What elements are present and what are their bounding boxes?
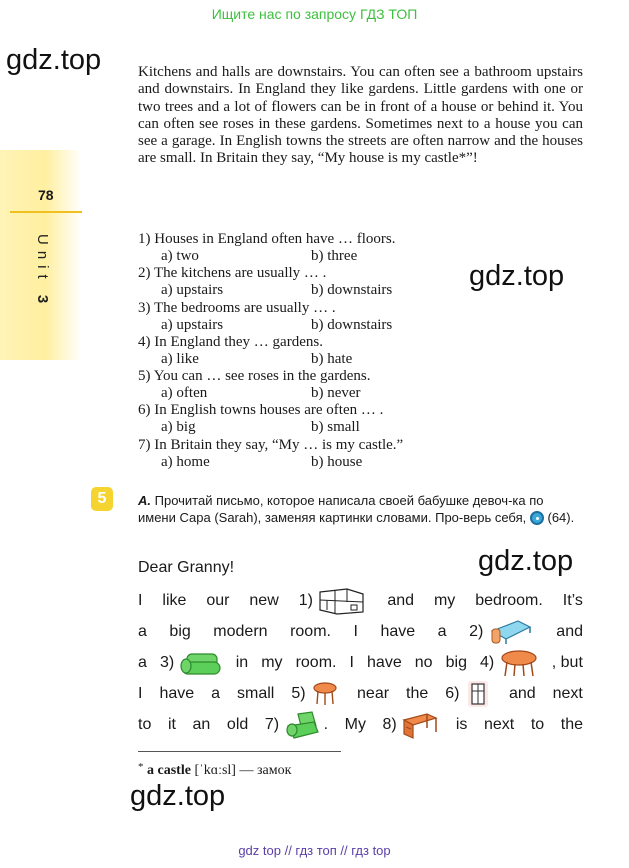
letter-word: 6): [445, 679, 492, 709]
footnote-divider: [138, 751, 341, 752]
question-4-option-a: a) like: [161, 351, 199, 367]
letter-word: have: [159, 685, 195, 702]
watermark-mid-right: gdz.top: [469, 260, 565, 292]
letter-word: It’s: [562, 592, 583, 609]
letter-word: big: [445, 654, 467, 671]
audio-disc-icon[interactable]: [530, 511, 544, 525]
footnote-star: *: [138, 761, 144, 773]
letter-word: have: [367, 654, 402, 671]
letter-word: , but: [551, 654, 583, 671]
round-table-icon: [499, 648, 539, 678]
letter-word: my: [261, 654, 283, 671]
bed-icon: [488, 617, 534, 647]
desk-icon: [401, 710, 439, 740]
sofa-icon: [179, 648, 223, 678]
footnote-term: a castle: [147, 763, 191, 778]
exercise-number-badge: 5: [91, 487, 113, 511]
letter-word: it: [167, 716, 176, 733]
letter-word: a: [437, 623, 447, 640]
question-5-option-b: b) never: [311, 385, 361, 401]
question-4-option-b: b) hate: [311, 351, 353, 367]
letter-word: bedroom.: [475, 592, 543, 609]
letter-word: near: [357, 685, 390, 702]
letter-word: room.: [295, 654, 337, 671]
question-1: 1) Houses in England often have … floors.: [138, 231, 396, 247]
letter-word: old: [226, 716, 249, 733]
question-3-option-b: b) downstairs: [311, 317, 393, 333]
letter-word: a: [211, 685, 221, 702]
question-2-option-b: b) downstairs: [311, 282, 393, 298]
footnote-translation: замок: [256, 763, 292, 778]
question-5-option-a: a) often: [161, 385, 208, 401]
letter-greeting: Dear Granny!: [138, 559, 235, 576]
letter-word: 3): [160, 648, 223, 678]
letter-word: an: [192, 716, 211, 733]
question-2-option-a: a) upstairs: [161, 282, 224, 298]
task-letter: A.: [138, 493, 151, 508]
footnote-transcription: [ˈkɑːsl]: [194, 763, 236, 778]
letter-word: 1): [299, 586, 368, 616]
watermark-lower-right: gdz.top: [478, 545, 574, 577]
letter-word: room.: [290, 623, 331, 640]
letter-word: like: [162, 592, 187, 609]
question-7-option-b: b) house: [311, 454, 363, 470]
letter-word: and: [556, 623, 583, 640]
letter-word: I: [138, 685, 143, 702]
unit-label: [34, 234, 51, 309]
footnote: [138, 761, 291, 779]
letter-word: new: [249, 592, 279, 609]
letter-line-1: [138, 586, 583, 616]
task-text: Прочитай письмо, которое написала своей бабушке девоч-ка по имени Сара (Sarah), заменяя картинки словами. Про-верь себя,: [138, 493, 544, 525]
letter-word: and: [508, 685, 536, 702]
letter-word: next: [552, 685, 583, 702]
letter-word: a: [138, 623, 147, 640]
letter-word: 2): [469, 617, 534, 647]
letter-word: next: [483, 716, 515, 733]
question-7-option-a: a) home: [161, 454, 210, 470]
task-track: (64).: [547, 510, 575, 525]
exercise-task: [138, 492, 583, 526]
unit-word: Unit: [34, 234, 51, 285]
letter-word: modern: [213, 623, 268, 640]
letter-line-2: [138, 617, 583, 647]
letter-word: no: [414, 654, 433, 671]
letter-line-3: [138, 648, 583, 678]
letter-word: to: [530, 716, 545, 733]
letter-word: to: [138, 716, 152, 733]
bottom-links[interactable]: gdz top // гдз топ // гдз top: [238, 843, 391, 858]
unit-number: 3: [34, 294, 51, 310]
question-1-option-a: a) two: [161, 248, 199, 264]
letter-word: I: [138, 592, 143, 609]
letter-word: 7) .: [265, 710, 328, 740]
letter-word: in: [235, 654, 249, 671]
watermark-top-left: gdz.top: [6, 44, 102, 76]
header-search-link[interactable]: Ищите нас по запросу ГДЗ ТОП: [211, 6, 418, 22]
page-number-underline: [10, 211, 82, 213]
letter-line-5: [138, 710, 583, 740]
question-3-option-a: a) upstairs: [161, 317, 224, 333]
letter-word: is: [455, 716, 468, 733]
armchair-icon: [284, 710, 324, 740]
letter-word: a: [138, 654, 147, 671]
question-7: 7) In Britain they say, “My … is my castle.”: [138, 437, 404, 453]
question-3: 3) The bedrooms are usually … .: [138, 300, 336, 316]
letter-word: My: [344, 716, 366, 733]
letter-word: small: [237, 685, 275, 702]
question-6-option-a: a) big: [161, 419, 196, 435]
letter-word: the: [560, 716, 583, 733]
watermark-bottom-left: gdz.top: [130, 780, 226, 812]
letter-word: I: [349, 654, 354, 671]
question-2: 2) The kitchens are usually … .: [138, 265, 327, 281]
question-1-option-b: b) three: [311, 248, 358, 264]
letter-word: 5): [291, 680, 340, 708]
question-6: 6) In English towns houses are often … .: [138, 402, 384, 418]
window-icon: [464, 679, 492, 709]
letter-word: big: [169, 623, 191, 640]
small-table-icon: [310, 680, 340, 708]
page-number: 78: [38, 187, 54, 203]
letter-word: have: [380, 623, 416, 640]
reading-paragraph: Kitchens and halls are downstairs. You can often see a bathroom upstairs and downstairs. In England they like gardens. Little gardens with one or two trees and a lot of flowers can be in front of a house or behind it. You can often see roses in these gardens. Sometimes next to a house you can see a garage. In English towns the streets are often narrow and the houses are small. In Britain they say, “My house is my castle*”!: [138, 64, 583, 167]
letter-word: our: [206, 592, 230, 609]
question-5: 5) You can … see roses in the gardens.: [138, 368, 371, 384]
letter-word: 8): [383, 710, 440, 740]
question-4: 4) In England they … gardens.: [138, 334, 323, 350]
letter-word: and: [387, 592, 415, 609]
question-6-option-b: b) small: [311, 419, 360, 435]
letter-word: 4): [480, 648, 539, 678]
house-plan-icon: [317, 586, 367, 616]
letter-word: I: [353, 623, 358, 640]
letter-line-4: [138, 679, 583, 709]
letter-word: the: [406, 685, 429, 702]
letter-word: my: [433, 592, 456, 609]
footnote-dash: —: [239, 763, 254, 778]
